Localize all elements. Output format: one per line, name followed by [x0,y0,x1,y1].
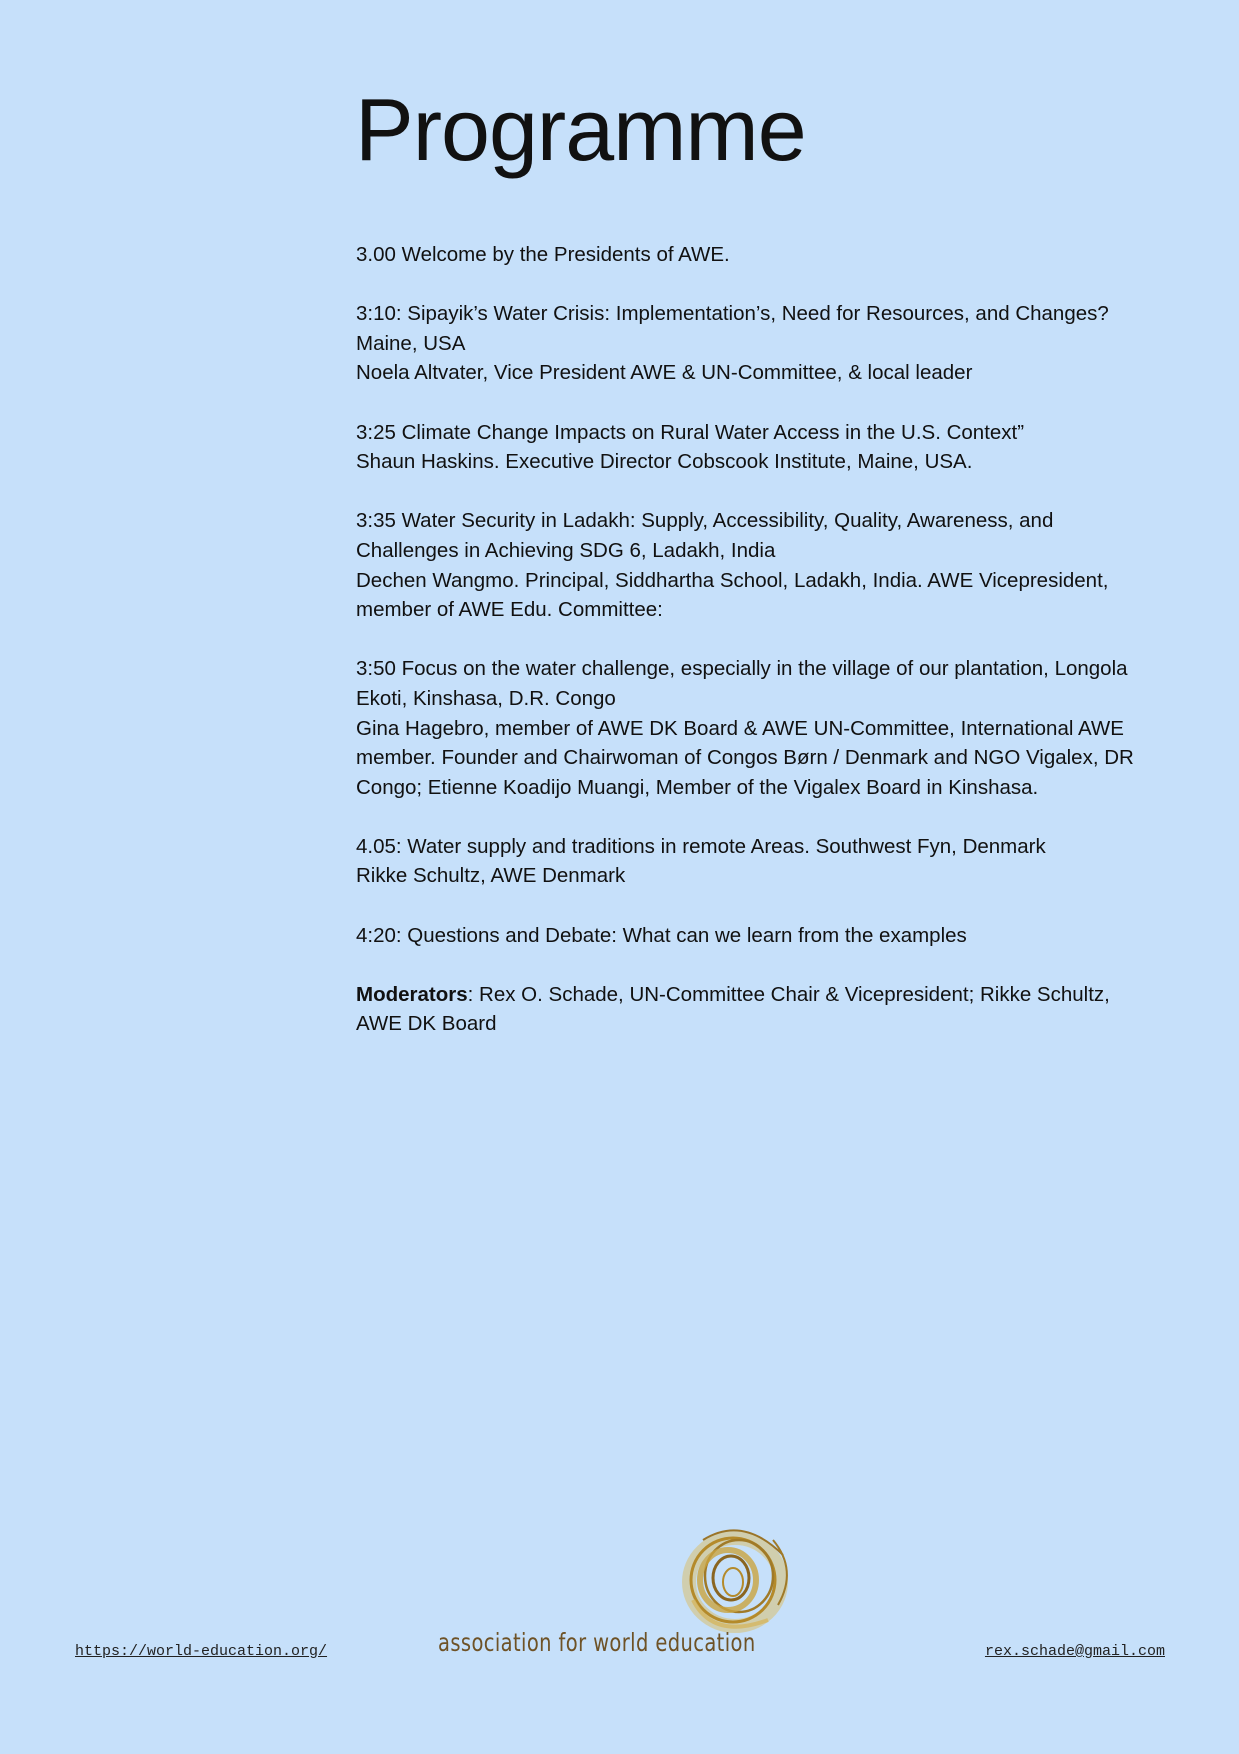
programme-line: 3:10: Sipayik’s Water Crisis: Implementation’s, Need for Resources, and Changes? [356,302,1109,326]
programme-line: Challenges in Achieving SDG 6, Ladakh, India [356,538,776,562]
programme-line: Gina Hagebro, member of AWE DK Board & AWE UN-Committee, International AWE [356,716,1124,740]
programme-line: 3.00 Welcome by the Presidents of AWE. [356,243,730,266]
awe-logo [438,1520,798,1660]
programme-line: Ekoti, Kinshasa, D.R. Congo [356,686,616,710]
programme-line: Noela Altvater, Vice President AWE & UN-Committee, & local leader [356,361,973,385]
programme-line: Congo; Etienne Koadijo Muangi, Member of the Vigalex Board in Kinshasa. [356,775,1039,799]
moderators-label: Moderators [356,982,468,1006]
programme-item [356,299,1156,388]
programme-item [356,240,1156,270]
programme-line: member. Founder and Chairwoman of Congos Børn / Denmark and NGO Vigalex, DR [356,746,1134,770]
moderators-text: : Rex O. Schade, UN-Committee Chair & Vicepresident; Rikke Schultz, [467,982,1110,1006]
programme-line: 4.05: Water supply and traditions in remote Areas. Southwest Fyn, Denmark [356,834,1046,858]
programme-list [356,240,1156,1069]
programme-line: Maine, USA [356,331,466,355]
moderators-line [356,980,1156,1010]
moderators [356,980,1156,1039]
programme-line: 4:20: Questions and Debate: What can we learn from the examples [356,923,967,947]
programme-item [356,921,1156,951]
website-link[interactable]: https://world-education.org/ [75,1643,328,1660]
programme-item [356,506,1156,624]
programme-item [356,418,1156,477]
programme-item [356,832,1156,891]
programme-line: member of AWE Edu. Committee: [356,598,663,622]
programme-item [356,654,1156,802]
moderators-line: AWE DK Board [356,1012,497,1036]
page-title: Programme [355,80,806,179]
swirl-logo-icon [673,1520,803,1640]
programme-line: Rikke Schultz, AWE Denmark [356,864,626,888]
programme-line: 3:35 Water Security in Ladakh: Supply, Accessibility, Quality, Awareness, and [356,509,1054,533]
programme-line: Shaun Haskins. Executive Director Cobscook Institute, Maine, USA. [356,450,973,474]
programme-line: 3:50 Focus on the water challenge, especially in the village of our plantation, Longola [356,657,1128,681]
programme-line: 3:25 Climate Change Impacts on Rural Water Access in the U.S. Context” [356,420,1025,444]
logo-wordmark: association for world education [438,1628,756,1657]
email-link[interactable]: rex.schade@gmail.com [984,1643,1165,1660]
programme-line: Dechen Wangmo. Principal, Siddhartha School, Ladakh, India. AWE Vicepresident, [356,568,1109,592]
